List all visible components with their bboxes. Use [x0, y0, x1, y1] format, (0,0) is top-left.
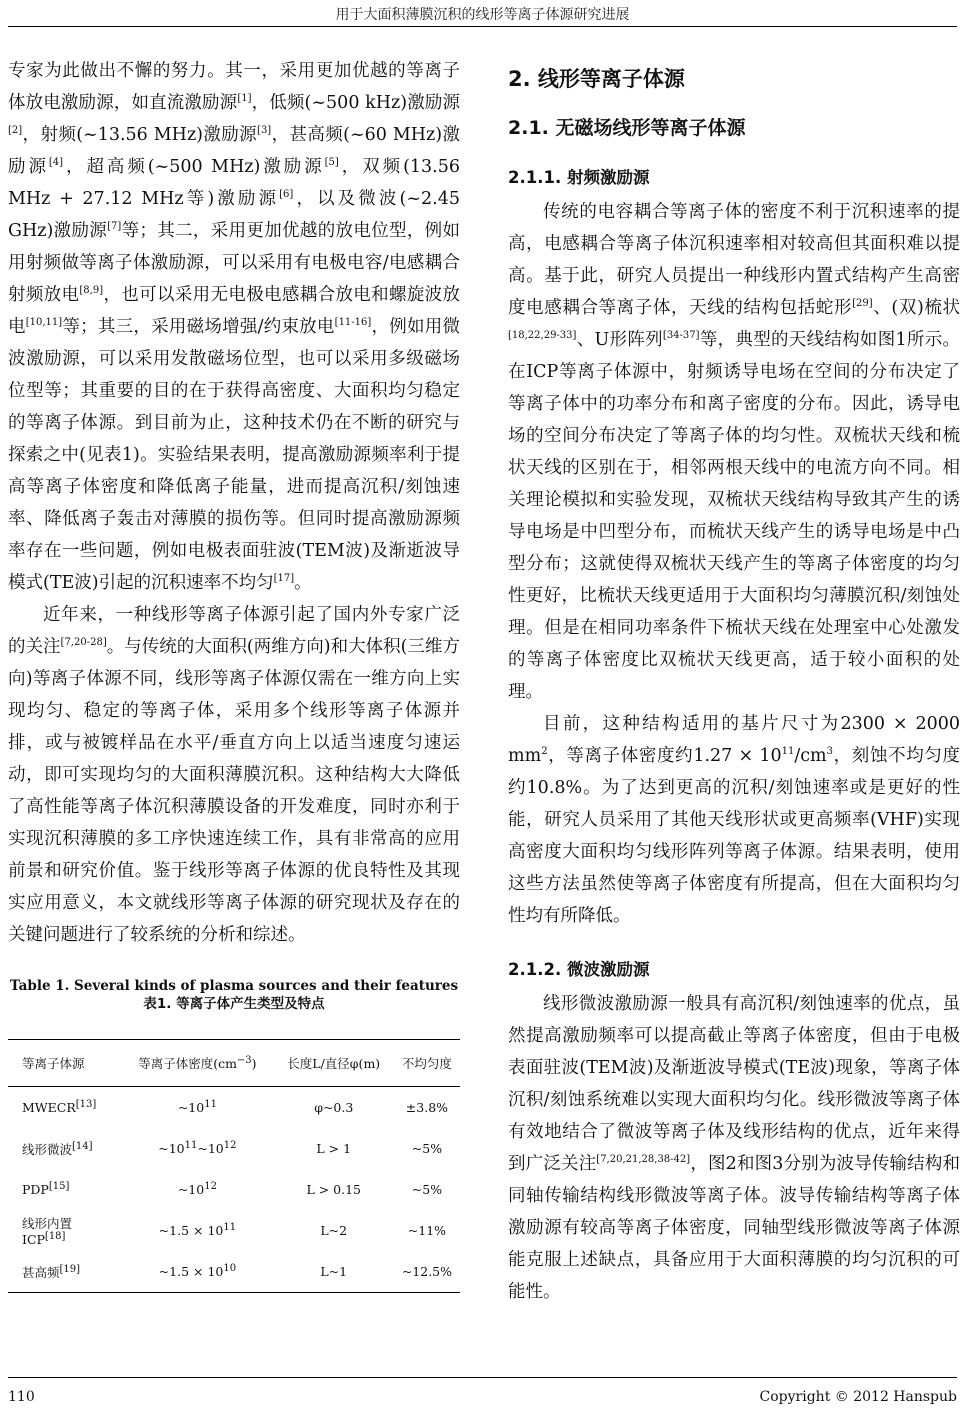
table-caption: [8, 977, 460, 1013]
rf-source-heading: 2.1.1. 射频激励源: [508, 168, 650, 187]
citation-superscript: [7,20,21,28,38-42]: [596, 1154, 691, 1166]
paragraph-intro-continued: 专家为此做出不懈的努力。其一，采用更加优越的等离子体放电激励源，如直流激励源[1]，低频(~500 kHz)激励源[2]，射频(~13.56 MHz)激励源[3]，甚高频(~60 MHz)激励源[4]，超高频(~500 MHz)激励源[5]，双频(13.56 MHz + 27.12 MHz等)激励源[6]，以及微波(~2.45 GHz)激励源[7]等；其二，采用更加优越的放电位型，例如用射频做等离子体激励源，可以采用有电极电容/电感耦合射频放电[8,9]，也可以采用无电极电感耦合放电和螺旋波放电[10,11]等；其三，采用磁场增强/约束放电[11-16]，例如用微波激励源，可以采用发散磁场位型，也可以采用多级磁场位型等；其重要的目的在于获得高密度、大面积均匀稳定的等离子体源。到目前为止，这种技术仍在不断的研究与探索之中(见表1)。实验结果表明，提高激励源频率利于提高等离子体密度和降低离子能量，进而提高沉积/刻蚀速率、降低离子轰击对薄膜的损伤等。但同时提高激励源频率存在一些问题，例如电极表面驻波(TEM波)及渐逝波导模式(TE波)引起的沉积速率不均匀[17]。: [8, 61, 461, 593]
paragraph-rf-antenna: 传统的电容耦合等离子体的密度不利于沉积速率的提高，电感耦合等离子体沉积速率相对较高但其面积难以提高。基于此，研究人员提出一种线形内置式结构产生高密度电感耦合等离子体，天线的结构包括蛇形[29]、(双)梳状[18,22,29-33]、U形阵列[34-37]等，典型的天线结构如图1所示。在ICP等离子体源中，射频诱导电场在空间的分布决定了等离子体中的功率分布和离子密度的分布。因此，诱导电场的空间分布决定了等离子体的均匀性。双梳状天线和梳状天线的区别在于，相邻两根天线中的电流方向不同。相关理论模拟和实验发现，双梳状天线结构导致其产生的诱导电场是中凹型分布，而梳状天线产生的诱导电场是中凸型分布；这就使得双梳状天线产生的等离子体密度的均匀性更好，比梳状天线更适用于大面积均匀薄膜沉积/刻蚀处理。但是在相同功率条件下梳状天线在处理室中心处激发的等离子体密度比双梳状天线更高，适于较小面积的处理。: [508, 202, 961, 702]
table-row: [8, 1128, 460, 1169]
citation-superscript: [7]: [107, 221, 122, 233]
citation-superscript: [34-37]: [662, 330, 700, 342]
table-cell: ~12.5%: [394, 1251, 460, 1293]
citation-superscript: 12: [223, 1139, 237, 1151]
citation-superscript: [8,9]: [79, 285, 104, 297]
right-column: [508, 55, 960, 1308]
subsection-heading: 2.1. 无磁场线形等离子体源: [508, 117, 746, 139]
table-cell: ~5%: [411, 1182, 443, 1197]
table-cell: ~5%: [411, 1141, 443, 1156]
table-row: [8, 1251, 460, 1293]
citation-superscript: [4]: [48, 157, 64, 169]
table-row: [8, 1210, 460, 1251]
table-cell: ±3.8%: [405, 1100, 449, 1115]
table-cell: 甚高频[19]: [8, 1251, 121, 1293]
section-heading: 2. 线形等离子体源: [508, 67, 685, 91]
table-cell: MWECR[13]: [22, 1098, 97, 1115]
table-header-cell: 长度L/直径φ(m): [274, 1040, 394, 1087]
citation-superscript: [2]: [8, 125, 23, 137]
footer-rule: [8, 1377, 957, 1378]
paragraph-microwave: 线形微波激励源一般具有高沉积/刻蚀速率的优点，虽然提高激励频率可以提高截止等离子体密度，但由于电极表面驻波(TEM波)及渐逝波导模式(TE波)现象，等离子体沉积/刻蚀系统难以实现大面积均匀化。线形微波等离子体有效地结合了微波等离子体及线形结构的优点，近年来得到广泛关注[7,20,21,28,38-42]，图2和图3分别为波导传输结构和同轴传输结构线形微波等离子体。波导传输结构等离子体激励源有较高等离子体密度，同轴型线形微波等离子体源能克服上述缺点，具备应用于大面积薄膜的均匀沉积的可能性。: [508, 994, 960, 1302]
table-cell: L > 0.15: [306, 1182, 362, 1197]
table-cell: ~1.5 × $10^{10}$: [121, 1251, 274, 1293]
citation-superscript: 11: [204, 1098, 217, 1110]
table-cell: $\sim 10^{11}$: [177, 1098, 217, 1115]
paragraph-rf-substrate: 目前，这种结构适用的基片尺寸为2300 × 2000 $mm^2$，等离子体密度约$1.27 \times 10^{11}/cm^3$，刻蚀不均匀度约10.8%。为了达到更高的沉积/刻蚀速率或是更好的性能，研究人员采用了其他天线形状或更高频率(VHF)实现高密度大面积均匀线形阵列等离子体源。结果表明，使用这些方法虽然使等离子体密度有所提高，但在大面积均匀性均有所降低。: [508, 714, 960, 926]
table-cell: $\sim 10^{11}\sim 10^{12}$: [158, 1139, 237, 1156]
citation-superscript: [1]: [237, 93, 252, 105]
page-number: 110: [8, 1389, 35, 1405]
table-cell: L~1: [274, 1251, 394, 1293]
running-title: 用于大面积薄膜沉积的线形等离子体源研究进展: [335, 7, 630, 23]
copyright-notice: Copyright © 2012 Hanspub: [759, 1389, 957, 1405]
table-header-row: [8, 1040, 460, 1087]
table-caption-cn: 表1. 等离子体产生类型及特点: [143, 996, 325, 1012]
citation-superscript: [18,22,29-33]: [508, 330, 577, 342]
table-cell: 线形内置 ICP[18]: [22, 1216, 73, 1247]
table-cell: $\sim 10^{12}$: [177, 1180, 217, 1197]
table-cell: φ~0.3: [314, 1100, 354, 1115]
plasma-sources-table: [8, 1039, 460, 1293]
citation-superscript: [17]: [273, 573, 295, 585]
table-cell: PDP[15]: [22, 1180, 70, 1197]
citation-superscript: 2: [541, 746, 548, 758]
citation-superscript: [6]: [279, 189, 294, 201]
table-header-cell: 不均匀度: [394, 1040, 460, 1087]
table-caption-en: Table 1. Several kinds of plasma sources and their features: [9, 978, 459, 994]
header-rule: [8, 26, 957, 27]
citation-superscript: [29]: [852, 298, 873, 310]
paragraph-linear-source-intro: 近年来，一种线形等离子体源引起了国内外专家广泛的关注[7,20-28]。与传统的大面积(两维方向)和大体积(三维方向)等离子体源不同，线形等离子体源仅需在一维方向上实现均匀、稳定的等离子体，采用多个线形等离子体源并排，或与被镀样品在水平/垂直方向上以适当速度匀速运动，即可实现均匀的大面积薄膜沉积。这种结构大大降低了高性能等离子体沉积薄膜设备的开发难度，同时亦利于实现沉积薄膜的多工序快速连续工作，具有非常高的应用前景和研究价值。鉴于线形等离子体源的优良特性及其现实应用意义，本文就线形等离子体源的研究现状及存在的关键问题进行了较系统的分析和综述。: [8, 605, 461, 945]
citation-superscript: [3]: [257, 125, 272, 137]
citation-superscript: 3: [826, 746, 834, 758]
microwave-source-heading: 2.1.2. 微波激励源: [508, 960, 650, 979]
citation-superscript: [14]: [72, 1140, 93, 1152]
citation-superscript: [7,20-28]: [60, 637, 107, 649]
table-header-cell: 等离子体密度$(cm^{-3})$: [121, 1040, 274, 1087]
table-cell: ~1.5 × $10^{11}$: [158, 1221, 237, 1238]
citation-superscript: 12: [204, 1180, 217, 1192]
table-row: [8, 1087, 460, 1129]
citation-superscript: [5]: [324, 157, 339, 169]
table-row: [8, 1169, 460, 1210]
table-cell: L~2: [320, 1223, 348, 1238]
citation-superscript: 11: [184, 1139, 198, 1151]
left-column: [8, 55, 460, 1293]
table-header-cell: 等离子体源: [8, 1040, 121, 1087]
citation-superscript: 11: [223, 1221, 237, 1233]
citation-superscript: [19]: [59, 1263, 81, 1275]
citation-superscript: [18]: [44, 1230, 66, 1242]
citation-superscript: −3: [236, 1054, 252, 1066]
citation-superscript: [11-16]: [334, 317, 372, 329]
table-cell: L > 1: [316, 1141, 352, 1156]
citation-superscript: [10,11]: [25, 317, 63, 329]
citation-superscript: 10: [223, 1262, 237, 1274]
table-cell: 线形微波[14]: [22, 1140, 93, 1157]
table-cell: ~11%: [407, 1223, 447, 1238]
citation-superscript: 11: [781, 746, 795, 758]
citation-superscript: [13]: [75, 1098, 97, 1110]
citation-superscript: [15]: [48, 1180, 70, 1192]
